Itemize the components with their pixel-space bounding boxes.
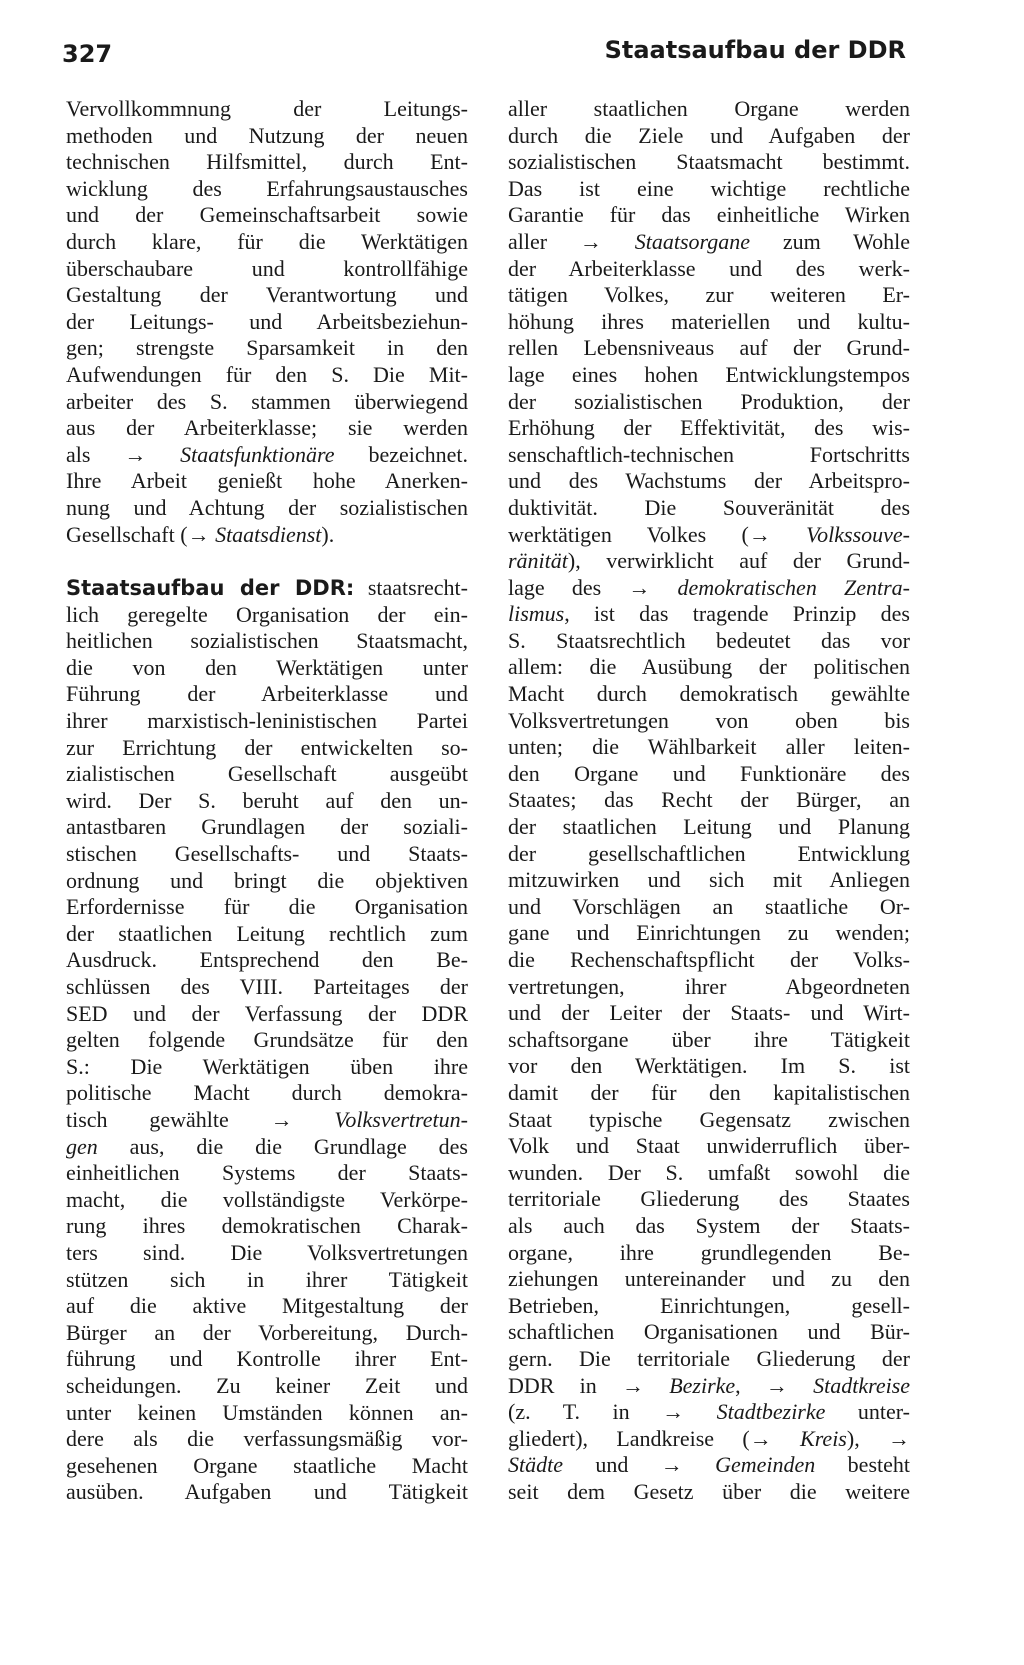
cross-reference[interactable]: gen (66, 1133, 98, 1159)
cross-reference[interactable]: Gemeinden (715, 1452, 816, 1478)
text-line: durch die Ziele und Aufgaben der (508, 122, 910, 148)
text-line: gern. Die territoriale Gliederung der (508, 1345, 910, 1371)
cross-reference[interactable]: demokratischen Zentra- (677, 574, 911, 600)
cross-ref-arrow-icon: → (662, 1399, 685, 1425)
cross-ref-arrow-icon: → (579, 228, 602, 254)
text-line: senschaftlich-technischen Fortschritts (508, 441, 910, 467)
text-line: Volksvertretungen von oben bis (508, 707, 910, 733)
text-line: aller → Staatsorgane zum Wohle (508, 228, 910, 254)
cross-reference[interactable]: Kreis (800, 1425, 847, 1451)
text-line: lage des → demokratischen Zentra- (508, 574, 911, 600)
text-line: vor den Werktätigen. Im S. ist (508, 1053, 910, 1079)
text-line: der staatlichen Leitung und Planung (508, 814, 910, 840)
text-line: der Leitungs- und Arbeitsbeziehun- (66, 308, 468, 334)
text-line: ziehungen untereinander und zu den (508, 1266, 910, 1292)
right-column (508, 96, 910, 1505)
entry-lemma: Staatsaufbau der DDR: (66, 576, 355, 601)
text-line: allem: die Ausübung der politischen (508, 654, 910, 680)
text-line: tisch gewählte → Volksvertretun- (66, 1106, 468, 1132)
cross-reference[interactable]: ränität (508, 548, 568, 574)
cross-reference[interactable]: Stadtbezirke (716, 1399, 826, 1425)
cross-ref-arrow-icon: → (628, 574, 651, 600)
text-line: territoriale Gliederung des Staates (508, 1186, 910, 1212)
text-line: und der Leiter der Staats- und Wirt- (508, 1000, 910, 1026)
text-line: duktivität. Die Souveränität des (508, 494, 910, 520)
text-line: stützen sich in ihrer Tätigkeit (66, 1266, 468, 1292)
text-line: der gesellschaftlichen Entwicklung (508, 840, 910, 866)
text-line: und der Gemeinschaftsarbeit sowie (66, 202, 468, 228)
text-line: politische Macht durch demokra- (66, 1080, 468, 1106)
cross-reference[interactable]: Volksvertretun- (334, 1106, 468, 1132)
cross-reference[interactable]: Staatsfunktionäre (180, 441, 335, 467)
text-line: Garantie für das einheitliche Wirken (508, 202, 910, 228)
text-line: seit dem Gesetz über die weitere (508, 1478, 910, 1504)
text-line: gesehenen Organe staatliche Macht (66, 1452, 468, 1478)
text-line: mitzuwirken und sich mit Anliegen (508, 867, 910, 893)
text-line: (z. T. in → Stadtbezirke unter- (508, 1399, 910, 1425)
text-line: der sozialistischen Produktion, der (508, 388, 910, 414)
text-line: schaftlichen Organisationen und Bür- (508, 1319, 910, 1345)
text-line: Volk und Staat unwiderruflich über- (508, 1133, 910, 1159)
text-line: antastbaren Grundlagen der soziali- (66, 814, 468, 840)
text-line: Führung der Arbeiterklasse und (66, 681, 468, 707)
text-line: SED und der Verfassung der DDR (66, 1000, 468, 1026)
text-line: als → Staatsfunktionäre bezeichnet. (66, 441, 468, 467)
text-line: werktätigen Volkes (→ Volkssouve- (508, 521, 911, 547)
cross-ref-arrow-icon: → (124, 441, 147, 467)
text-line: Bürger an der Vorbereitung, Durch- (66, 1319, 468, 1345)
text-line: Ausdruck. Entsprechend den Be- (66, 947, 468, 973)
text-line: macht, die vollständigste Verkörpe- (66, 1186, 468, 1212)
text-line: aus der Arbeiterklasse; sie werden (66, 415, 468, 441)
cross-ref-arrow-icon: → (765, 1372, 788, 1398)
text-line: ordnung und bringt die objektiven (66, 867, 468, 893)
text-line: heitlichen sozialistischen Staatsmacht, (66, 628, 468, 654)
text-line: scheidungen. Zu keiner Zeit und (66, 1372, 468, 1398)
text-line: nung und Achtung der sozialistischen (66, 494, 468, 520)
cross-reference[interactable]: lismus (508, 601, 565, 627)
text-line: S. Staatsrechtlich bedeutet das vor (508, 627, 910, 653)
text-line: aller staatlichen Organe werden (508, 96, 910, 121)
cross-reference[interactable]: Volkssouve- (806, 521, 911, 547)
page-number: 327 (62, 40, 113, 68)
cross-ref-arrow-icon: → (187, 521, 210, 547)
text-line: gen aus, die die Grundlage des (66, 1133, 468, 1159)
text-line: zialistischen Gesellschaft ausgeübt (66, 761, 468, 787)
text-line: gen; strengste Sparsamkeit in den (66, 335, 468, 361)
cross-ref-arrow-icon: → (748, 521, 771, 547)
text-line: schaftsorgane über ihre Tätigkeit (508, 1026, 910, 1052)
running-head: Staatsaufbau der DDR (604, 36, 906, 64)
text-line: Das ist eine wichtige rechtliche (508, 175, 910, 201)
text-line: Macht durch demokratisch gewählte (508, 681, 910, 707)
text-line: rellen Lebensniveaus auf der Grund- (508, 335, 910, 361)
text-line: Aufwendungen für den S. Die Mit- (66, 361, 468, 387)
text-line: Gesellschaft (→ Staatsdienst). (66, 521, 335, 547)
text-line: organe, ihre grundlegenden Be- (508, 1239, 910, 1265)
text-line: sozialistischen Staatsmacht bestimmt. (508, 149, 910, 175)
text-line: wunden. Der S. umfaßt sowohl die (508, 1159, 910, 1185)
text-line: lismus, ist das tragende Prinzip des (508, 601, 910, 627)
text-line: S.: Die Werktätigen üben ihre (66, 1053, 468, 1079)
text-line: gane und Einrichtungen zu wenden; (508, 920, 910, 946)
cross-reference[interactable]: Staatsorgane (634, 228, 751, 254)
text-line: rung ihres demokratischen Charak- (66, 1213, 468, 1239)
text-line: die von den Werktätigen unter (66, 654, 468, 680)
text-line: durch klare, für die Werktätigen (66, 228, 468, 254)
text-line: überschaubare und kontrollfähige (66, 255, 468, 281)
text-line: tätigen Volkes, zur weiteren Er- (508, 282, 910, 308)
text-line: ters sind. Die Volksvertretungen (66, 1239, 468, 1265)
text-line: Städte und → Gemeinden besteht (508, 1452, 910, 1478)
text-line: stischen Gesellschafts- und Staats- (66, 841, 468, 867)
text-line: Erhöhung der Effektivität, des wis- (508, 415, 910, 441)
cross-ref-arrow-icon: → (660, 1452, 683, 1478)
text-line: ränität), verwirklicht auf der Grund- (508, 548, 910, 574)
text-line: Erfordernisse für die Organisation (66, 894, 468, 920)
text-line: gliedert), Landkreise (→ Kreis), → (508, 1425, 911, 1451)
cross-reference[interactable]: Bezirke (669, 1372, 736, 1398)
text-line: führung und Kontrolle ihrer Ent- (66, 1346, 468, 1372)
text-line: und des Wachstums der Arbeitspro- (508, 468, 910, 494)
text-line: wird. Der S. beruht auf den un- (66, 787, 468, 813)
text-line: technischen Hilfsmittel, durch Ent- (66, 149, 468, 175)
text-line: unten; die Wählbarkeit aller leiten- (508, 734, 910, 760)
text-line: Gestaltung der Verantwortung und (66, 282, 468, 308)
cross-reference[interactable]: Städte (508, 1452, 563, 1478)
cross-ref-arrow-icon: → (621, 1372, 644, 1398)
text-line: arbeiter des S. stammen überwiegend (66, 388, 468, 414)
text-line: ihrer marxistisch-leninistischen Partei (66, 708, 468, 734)
text-line: die Rechenschaftspflicht der Volks- (508, 947, 910, 972)
text-line: damit der für den kapitalistischen (508, 1079, 910, 1105)
text-line: höhung ihres materiellen und kultu- (508, 308, 910, 334)
text-line: Ihre Arbeit genießt hohe Anerken- (66, 468, 468, 494)
text-line: Vervollkommnung der Leitungs- (66, 96, 468, 121)
cross-ref-arrow-icon: → (270, 1106, 293, 1132)
text-line: lich geregelte Organisation der ein- (66, 601, 468, 627)
text-line: vertretungen, ihrer Abgeordneten (508, 973, 910, 999)
text-line: der Arbeiterklasse und des werk- (508, 255, 910, 281)
text-line: ausüben. Aufgaben und Tätigkeit (66, 1479, 468, 1505)
text-line: wicklung des Erfahrungsaustausches (66, 175, 468, 201)
text-line: lage eines hohen Entwicklungstempos (508, 361, 910, 387)
text-line: DDR in → Bezirke, → Stadtkreise (508, 1372, 911, 1398)
cross-ref-arrow-icon: → (888, 1425, 911, 1451)
cross-reference[interactable]: Stadtkreise (813, 1372, 911, 1398)
cross-ref-arrow-icon: → (749, 1425, 772, 1451)
left-column (66, 96, 468, 1506)
text-line: als auch das System der Staats- (508, 1212, 910, 1238)
text-line: gelten folgende Grundsätze für den (66, 1027, 468, 1053)
entry-headline: Staatsaufbau der DDR: staatsrecht- (66, 575, 468, 601)
text-line: Staat typische Gegensatz zwischen (508, 1106, 910, 1132)
text-line: Staates; das Recht der Bürger, an (508, 787, 910, 813)
text-line: auf die aktive Mitgestaltung der (66, 1293, 468, 1319)
text-line: methoden und Nutzung der neuen (66, 122, 468, 148)
text-line: dere als die verfassungsmäßig vor- (66, 1426, 468, 1452)
text-line: einheitlichen Systems der Staats- (66, 1160, 468, 1186)
cross-reference[interactable]: Staatsdienst (215, 521, 322, 547)
text-line: der staatlichen Leitung rechtlich zum (66, 920, 468, 946)
text-line: Betrieben, Einrichtungen, gesell- (508, 1292, 910, 1318)
text-line: den Organe und Funktionäre des (508, 760, 910, 786)
text-line: und Vorschlägen an staatliche Or- (508, 893, 910, 919)
text-line: unter keinen Umständen können an- (66, 1399, 468, 1425)
text-line: zur Errichtung der entwickelten so- (66, 734, 468, 760)
text-line: schlüssen des VIII. Parteitages der (66, 974, 468, 999)
